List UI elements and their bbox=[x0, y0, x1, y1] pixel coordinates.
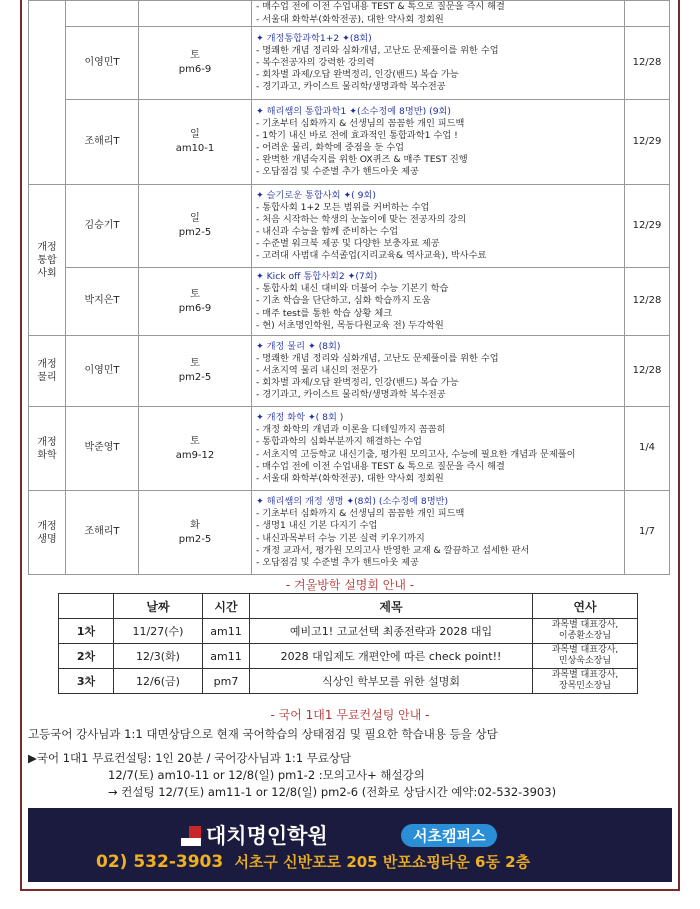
date-cell: 1/7 bbox=[625, 491, 670, 575]
desc-line: - 회차별 과제/오답 완벽정리, 인강(밴드) 복습 가능 bbox=[256, 377, 459, 389]
description-cell bbox=[252, 407, 625, 491]
consult-line-1: ▶국어 1대1 무료컨설팅: 1인 20분 / 국어강사님과 1:1 무료상담 bbox=[28, 751, 352, 765]
desc-line: - 통합사회 1+2 모든 범위를 커버하는 수업 bbox=[256, 201, 430, 213]
desc-line: - 생명1 내신 기본 다지기 수업 bbox=[256, 520, 378, 532]
date-cell: 12/28 bbox=[625, 336, 670, 407]
header-no bbox=[59, 594, 114, 619]
desc-line: - 기초부터 심화까지 & 선생님의 꼼꼼한 개인 피드백 bbox=[256, 117, 465, 129]
date-cell: 12/29 bbox=[625, 185, 670, 268]
session-speaker bbox=[533, 644, 638, 669]
date-cell bbox=[625, 1, 670, 27]
session-title: 예비고1! 고교선택 최종전략과 2028 대입 bbox=[250, 619, 533, 644]
phone-number: 02) 532-3903 bbox=[96, 852, 224, 872]
hours: pm2-5 bbox=[178, 372, 212, 383]
day: 토 bbox=[190, 435, 200, 447]
day: 일 bbox=[190, 213, 200, 224]
course-title: ✦ 슬기로운 통합사회 ✦( 9회) bbox=[256, 189, 376, 201]
session-date: 11/27(수) bbox=[114, 619, 203, 644]
desc-line: - 내신과 수능을 함께 준비하는 수업 bbox=[256, 226, 399, 237]
header-title: 제목 bbox=[250, 594, 533, 619]
subject-label: 화학 bbox=[37, 449, 57, 461]
description-cell bbox=[252, 185, 625, 268]
desc-line: - 통합사회 내신 대비와 더불어 수능 기본기 학습 bbox=[256, 283, 449, 295]
table-row bbox=[29, 491, 670, 575]
table-row bbox=[59, 669, 638, 694]
session-speaker bbox=[533, 669, 638, 694]
hours: am9-12 bbox=[175, 449, 215, 461]
briefing-header-row bbox=[59, 594, 638, 619]
table-row bbox=[29, 407, 670, 491]
table-row bbox=[29, 1, 670, 27]
speaker-line: 과목별 대표강사, bbox=[551, 670, 619, 680]
desc-line: - 오답점검 및 수준별 추가 핸드아웃 제공 bbox=[256, 166, 419, 178]
hours: pm2-5 bbox=[178, 227, 212, 238]
subject-label: 개정 bbox=[37, 436, 57, 448]
briefing-title: - 겨울방학 설명회 안내 - bbox=[285, 578, 415, 592]
description-cell bbox=[252, 27, 625, 100]
desc-line: - 명쾌한 개념 정리와 심화개념, 고난도 문제풀이를 위한 수업 bbox=[256, 44, 499, 56]
teacher-cell: 박지은T bbox=[66, 268, 139, 336]
speaker-line: 이종환소장님 bbox=[558, 631, 612, 641]
date-cell: 1/4 bbox=[625, 407, 670, 491]
desc-line: - 고려대 사범대 수석졸업(지리교육& 역사교육), 박사수료 bbox=[256, 250, 487, 262]
desc-line: - 오답점검 및 수준별 추가 핸드아웃 제공 bbox=[256, 556, 419, 568]
table-row bbox=[59, 644, 638, 669]
teacher-cell: 박준영T bbox=[66, 407, 139, 491]
logo-icon bbox=[181, 826, 201, 846]
desc-line: - 완벽한 개념숙지를 위한 OX퀴즈 & 매주 TEST 진행 bbox=[256, 154, 468, 166]
course-title: ✦ 개정 물리 ✦ (8회) bbox=[256, 340, 341, 352]
date-cell: 12/29 bbox=[625, 100, 670, 185]
description-cell bbox=[252, 1, 625, 27]
table-row bbox=[59, 619, 638, 644]
course-title: ✦ 개정통합과학1+2 ✦(8회) bbox=[256, 32, 372, 44]
teacher-cell: 조해리T bbox=[66, 491, 139, 575]
time-cell bbox=[139, 407, 252, 491]
desc-line: - 서울대 화학부(화학전공), 대한 약사회 정회원 bbox=[256, 13, 444, 25]
subject-cell bbox=[29, 336, 66, 407]
desc-line: - 회차별 과제/오답 완벽정리, 인강(밴드) 복습 가능 bbox=[256, 69, 459, 81]
subject-label: 개정 bbox=[37, 359, 57, 370]
desc-line: - 서초지역 고등학교 내신기출, 평가원 모의고사, 수능에 필요한 개념과 문제풀이 bbox=[256, 448, 576, 460]
subject-label: 개정 bbox=[37, 520, 57, 532]
desc-line: - 매주 test를 통한 학습 상황 체크 bbox=[256, 307, 393, 319]
description-cell bbox=[252, 100, 625, 185]
consult-title: - 국어 1대1 무료컨설팅 안내 - bbox=[270, 708, 430, 722]
contact-line bbox=[96, 851, 530, 872]
subject-label: 생명 bbox=[37, 533, 57, 545]
header-time: 시간 bbox=[203, 594, 250, 619]
day: 화 bbox=[190, 519, 200, 531]
session-date: 12/3(화) bbox=[114, 644, 203, 669]
session-no: 3차 bbox=[59, 669, 114, 694]
hours: pm2-5 bbox=[178, 533, 212, 545]
desc-line: - 처음 시작하는 학생의 눈높이에 맞는 전공자의 강의 bbox=[256, 213, 467, 225]
teacher-cell: 이영민T bbox=[66, 336, 139, 407]
header-speaker: 연사 bbox=[533, 594, 638, 619]
consult-line-3: → 컨설팅 12/7(토) am11-1 or 12/8(일) pm2-6 (전화로 상담시간 예약:02-532-3903) bbox=[108, 785, 557, 799]
session-title: 식상인 학부모를 위한 설명회 bbox=[250, 669, 533, 694]
date-cell: 12/28 bbox=[625, 27, 670, 100]
day: 토 bbox=[190, 358, 200, 369]
session-date: 12/6(금) bbox=[114, 669, 203, 694]
desc-line: - 서초지역 물리 내신의 전문가 bbox=[256, 364, 378, 376]
teacher-cell: 이영민T bbox=[66, 27, 139, 100]
session-time: pm7 bbox=[203, 669, 250, 694]
desc-line: - 현) 서초명인학원, 목동다원교육 전) 두각학원 bbox=[256, 319, 444, 331]
brand-name: 대치명인학원 bbox=[206, 824, 328, 848]
address: 서초구 신반포로 205 반포쇼핑타운 6동 2층 bbox=[234, 853, 531, 871]
day: 토 bbox=[190, 288, 200, 300]
table-row bbox=[29, 336, 670, 407]
desc-line: - 내신과목부터 수능 기본 실력 키우기까지 bbox=[256, 532, 425, 544]
hours: pm6-9 bbox=[178, 302, 212, 314]
desc-line: - 수준별 워크북 제공 및 다양한 보충자료 제공 bbox=[256, 238, 440, 250]
desc-line: - 매수업 전에 이전 수업내용 TEST & 톡으로 질문을 즉시 해결 bbox=[256, 1, 505, 13]
hours: am10-1 bbox=[175, 143, 215, 154]
session-time: am11 bbox=[203, 619, 250, 644]
subject-cell bbox=[29, 491, 66, 575]
subject-label: 사회 bbox=[37, 267, 57, 279]
session-time: am11 bbox=[203, 644, 250, 669]
time-cell bbox=[139, 491, 252, 575]
course-title: ✦ 개정 화학 ✦( 8회 ) bbox=[256, 412, 344, 424]
consult-line-2: 12/7(토) am10-11 or 12/8(일) pm1-2 :모의고사+ 해설강의 bbox=[108, 768, 425, 782]
subject-label: 물리 bbox=[37, 372, 57, 383]
subject-cell bbox=[29, 185, 66, 336]
session-speaker bbox=[533, 619, 638, 644]
speaker-line: 민상욱소장님 bbox=[558, 656, 612, 666]
desc-line: - 명쾌한 개념 정리와 심화개념, 고난도 문제풀이를 위한 수업 bbox=[256, 352, 499, 364]
desc-line: - 기초 학습을 단단하고, 심화 학습까지 도움 bbox=[256, 295, 431, 307]
desc-line: - 기초부터 심화까지 & 선생님의 꼼꼼한 개인 피드백 bbox=[256, 508, 465, 520]
table-row bbox=[29, 100, 670, 185]
subject-label: 통합 bbox=[37, 254, 57, 266]
description-cell bbox=[252, 491, 625, 575]
teacher-cell: 김승기T bbox=[66, 185, 139, 268]
desc-line: - 1학기 내신 바로 전에 효과적인 통합과학1 수업 ! bbox=[256, 129, 458, 141]
session-no: 1차 bbox=[59, 619, 114, 644]
course-title: ✦ 해리쌤의 개정 생명 ✦(8회) (소수정예 8명반) bbox=[256, 496, 449, 508]
day: 토 bbox=[190, 50, 200, 61]
speaker-line: 과목별 대표강사, bbox=[551, 645, 619, 655]
desc-line: - 매수업 전에 이전 수업내용 TEST & 톡으로 질문을 즉시 해결 bbox=[256, 460, 505, 472]
session-no: 2차 bbox=[59, 644, 114, 669]
desc-line: - 통합과학의 심화부분까지 해결하는 수업 bbox=[256, 436, 422, 448]
time-cell bbox=[139, 336, 252, 407]
schedule-table bbox=[28, 0, 670, 575]
table-row bbox=[29, 268, 670, 336]
desc-line: - 서울대 화학부(화학전공), 대한 약사회 정회원 bbox=[256, 472, 444, 484]
speaker-line: 과목별 대표강사, bbox=[551, 620, 619, 630]
table-row bbox=[29, 27, 670, 100]
desc-line: - 복수전공자의 강력한 강의력 bbox=[256, 56, 375, 68]
desc-line: - 개정 교과서, 평가원 모의고사 반영한 교재 & 깔끔하고 섬세한 판서 bbox=[256, 544, 530, 556]
subject-cell bbox=[29, 407, 66, 491]
table-row bbox=[29, 185, 670, 268]
consult-intro: 고등국어 강사님과 1:1 대면상담으로 현재 국어학습의 상태점검 및 필요한 학습내용 등을 상담 bbox=[28, 727, 498, 741]
speaker-line: 장목민소장님 bbox=[558, 681, 612, 691]
time-cell bbox=[139, 27, 252, 100]
day: 일 bbox=[190, 129, 200, 140]
teacher-cell bbox=[66, 1, 139, 27]
time-cell bbox=[139, 185, 252, 268]
time-cell bbox=[139, 100, 252, 185]
description-cell bbox=[252, 268, 625, 336]
course-title: ✦ Kick off 통합사회2 ✦(7회) bbox=[256, 271, 378, 283]
subject-cell bbox=[29, 1, 66, 185]
subject-label: 개정 bbox=[37, 241, 57, 253]
desc-line: - 어려운 물리, 화학에 중점을 둔 수업 bbox=[256, 142, 405, 153]
time-cell bbox=[139, 268, 252, 336]
time-cell bbox=[139, 1, 252, 27]
session-title: 2028 대입제도 개편안에 따른 check point!! bbox=[250, 644, 533, 669]
desc-line: - 경기과고, 카이스트 물리학/생명과학 복수전공 bbox=[256, 389, 446, 401]
desc-line: - 경기과고, 카이스트 물리학/생명과학 복수전공 bbox=[256, 81, 446, 93]
teacher-cell: 조해리T bbox=[66, 100, 139, 185]
date-cell: 12/28 bbox=[625, 268, 670, 336]
briefing-table bbox=[58, 593, 638, 694]
description-cell bbox=[252, 336, 625, 407]
campus-badge: 서초캠퍼스 bbox=[401, 824, 497, 847]
course-title: ✦ 해리쌤의 통합과학1 ✦(소수정예 8명반) (9회) bbox=[256, 105, 451, 117]
hours: pm6-9 bbox=[178, 64, 212, 75]
header-date: 날짜 bbox=[114, 594, 203, 619]
desc-line: - 개정 화학의 개념과 이론을 디테일까지 꼼꼼히 bbox=[256, 424, 446, 436]
